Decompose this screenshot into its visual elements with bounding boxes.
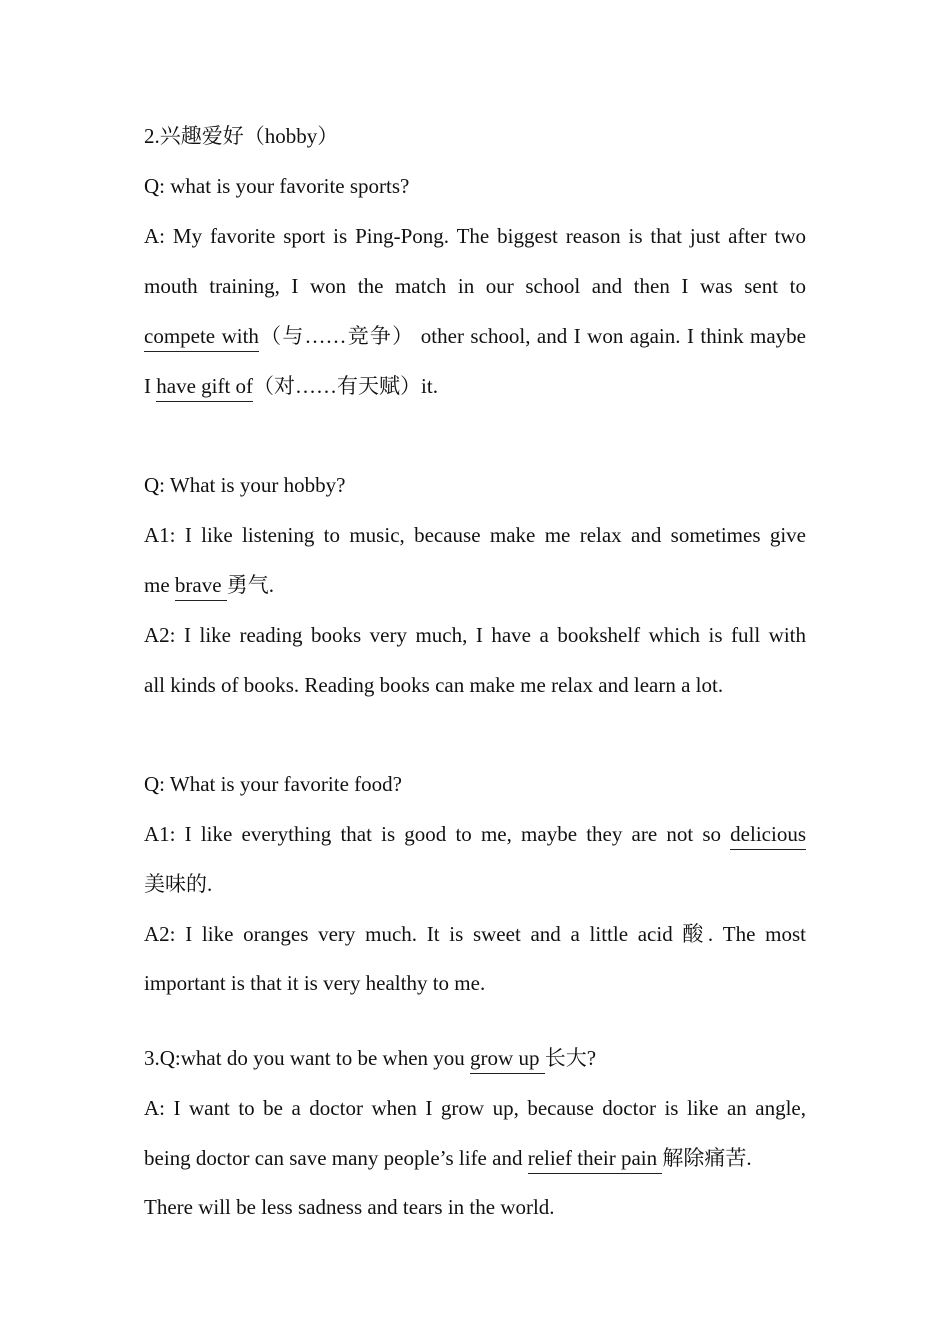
answer-hobby-a1-line-1: A1: I like listening to music, because make me relax and sometimes give xyxy=(144,523,806,547)
vocab-grow-up: grow up xyxy=(470,1046,545,1074)
answer-food-a2-line-1: A2: I like oranges very much. It is sweet and a little acid 酸. The most xyxy=(144,922,806,946)
answer-hobby-a1-line-2-end: 勇气. xyxy=(226,573,275,597)
question-favorite-sports: Q: what is your favorite sports? xyxy=(144,174,410,198)
answer-sports-line-2: mouth training, I won the match in our school and then I was sent to xyxy=(144,274,806,298)
answer-grow-up-line-2-start: being doctor can save many people’s life and xyxy=(144,1146,528,1170)
question-favorite-food: Q: What is your favorite food? xyxy=(144,772,402,796)
vocab-have-gift-of: have gift of xyxy=(156,374,253,402)
question-grow-up-start: 3.Q:what do you want to be when you xyxy=(144,1046,471,1070)
question-grow-up-end: 长大? xyxy=(544,1046,597,1070)
answer-hobby-a2-line-2: all kinds of books. Reading books can make me relax and learn a lot. xyxy=(144,673,724,697)
answer-food-a1-line-2: 美味的. xyxy=(144,872,213,896)
answer-grow-up-line-2-end: 解除痛苦. xyxy=(662,1146,752,1170)
answer-grow-up-line-3: There will be less sadness and tears in the world. xyxy=(144,1195,555,1219)
section-heading-hobby: 2.兴趣爱好（hobby） xyxy=(144,124,339,148)
question-grow-up xyxy=(144,1043,806,1073)
vocab-compete-with-cn: （与……竞争） xyxy=(258,324,415,348)
answer-grow-up-line-2 xyxy=(144,1143,806,1173)
answer-sports-line-4-end: it. xyxy=(421,374,438,398)
answer-food-a1-line-1 xyxy=(144,819,806,849)
answer-sports-line-4-start: I xyxy=(144,374,157,398)
vocab-have-gift-of-cn: （对……有天赋） xyxy=(253,374,422,398)
question-hobby: Q: What is your hobby? xyxy=(144,473,346,497)
answer-sports-line-3-rest: other school, and I won again. I think maybe xyxy=(414,324,806,348)
answer-food-a2-line-2: important is that it is very healthy to me. xyxy=(144,971,486,995)
vocab-brave: brave xyxy=(175,573,227,601)
vocab-delicious: delicious xyxy=(730,822,806,850)
answer-sports-line-4 xyxy=(144,371,806,401)
answer-grow-up-line-1: A: I want to be a doctor when I grow up, because doctor is like an angle, xyxy=(144,1096,806,1120)
vocab-relief-their-pain: relief their pain xyxy=(528,1146,663,1174)
answer-sports-line-1: A: My favorite sport is Ping-Pong. The biggest reason is that just after two xyxy=(144,224,806,248)
answer-food-a1-line-1-start: A1: I like everything that is good to me, maybe they are not so xyxy=(144,822,731,846)
answer-sports-line-3 xyxy=(144,321,806,351)
answer-hobby-a2-line-1: A2: I like reading books very much, I have a bookshelf which is full with xyxy=(144,623,806,647)
vocab-compete-with: compete with xyxy=(144,324,259,352)
answer-hobby-a1-line-2-start: me xyxy=(144,573,175,597)
answer-hobby-a1-line-2 xyxy=(144,570,806,600)
